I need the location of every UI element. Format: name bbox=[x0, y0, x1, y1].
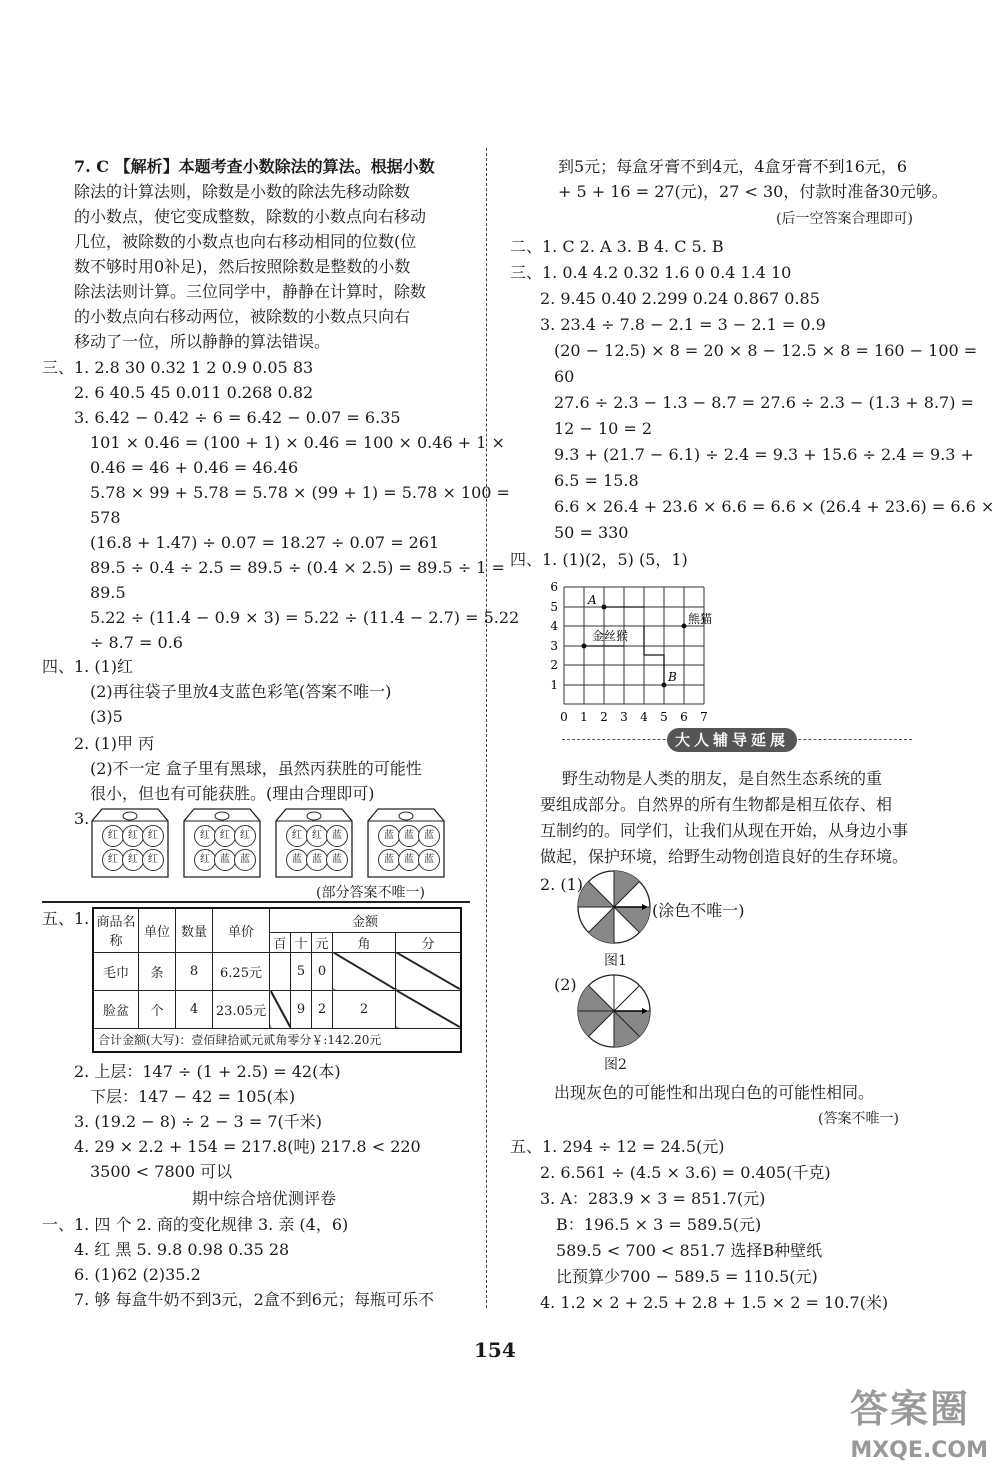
cell: 5 bbox=[291, 952, 312, 990]
s5-label: 五、1. bbox=[42, 909, 90, 928]
cell-slash bbox=[396, 952, 461, 990]
table-total: 合计金额(大写)：壹佰肆拾贰元贰角零分￥:142.20元 bbox=[93, 1028, 461, 1052]
x-tick: 5 bbox=[660, 710, 668, 724]
ext-line: 做起，保护环境，给野生动物创造良好的生存环境。 bbox=[540, 847, 909, 866]
mid-line: 4. 红 黑 5. 9.8 0.98 0.35 28 bbox=[74, 1240, 290, 1259]
r-line: 出现灰色的可能性和出现白色的可能性相同。 bbox=[554, 1083, 875, 1102]
s3-line: 5.78 × 99 + 5.78 = 5.78 × (99 + 1) = 5.78 × 100 = bbox=[90, 483, 510, 502]
note: (部分答案不唯一) bbox=[316, 885, 425, 901]
ball: 红 bbox=[102, 825, 124, 847]
cell-slash bbox=[270, 990, 291, 1028]
s3-line: 5.22 ÷ (11.4 − 0.9 × 3) = 5.22 ÷ (11.4 − 2.7) = 5.22 bbox=[90, 608, 520, 627]
q7-line: 除法的计算法则，除数是小数的除法先移动除数 bbox=[74, 182, 411, 201]
cell-slash bbox=[396, 990, 461, 1028]
s3-line: (16.8 + 1.47) ÷ 0.07 = 18.27 ÷ 0.07 = 261 bbox=[90, 533, 440, 552]
ball: 红 bbox=[142, 849, 164, 871]
s3-line: 0.46 = 46 + 0.46 = 46.46 bbox=[90, 458, 299, 477]
y-tick: 6 bbox=[550, 580, 558, 594]
y-tick: 5 bbox=[550, 600, 558, 614]
cell: 0 bbox=[312, 952, 333, 990]
s4-line: 很小，但也有可能获胜。(理由合理即可) bbox=[90, 784, 375, 803]
mid-line: 一、1. 四 个 2. 商的变化规律 3. 亲 (4，6) bbox=[42, 1215, 349, 1234]
r-line: 6.6 × 26.4 + 23.6 × 6.6 = 6.6 × (26.4 + 23.6) = 6.6 × bbox=[554, 497, 995, 516]
ball: 蓝 bbox=[418, 849, 440, 871]
cell: 8 bbox=[176, 952, 213, 990]
s5-line: 下层：147 − 42 = 105(本) bbox=[90, 1087, 296, 1106]
r-line: 4. 1.2 × 2 + 2.5 + 2.8 + 1.5 × 2 = 10.7(米) bbox=[540, 1293, 889, 1312]
th-amount: 金额 bbox=[270, 908, 462, 932]
s3-line: 3. 6.42 − 0.42 ÷ 6 = 6.42 − 0.07 = 6.35 bbox=[74, 408, 401, 427]
r-line: 四、1. (1)(2，5) (5，1) bbox=[510, 550, 688, 569]
q7-line: 数不够时用0补足)，然后按照除数是整数的小数 bbox=[74, 257, 411, 276]
r4-2b: (2) bbox=[554, 975, 577, 994]
th-fen: 分 bbox=[396, 932, 461, 952]
s3-line: 89.5 ÷ 0.4 ÷ 2.5 = 89.5 ÷ (0.4 × 2.5) = 89.5 ÷ 1 = bbox=[90, 558, 505, 577]
s4-line: 3. bbox=[74, 809, 90, 828]
r-line: 12 − 10 = 2 bbox=[554, 419, 653, 438]
r-line: 2. 6.561 ÷ (4.5 × 3.6) = 0.405(千克) bbox=[540, 1163, 831, 1182]
r-line: 6.5 = 15.8 bbox=[554, 471, 639, 490]
q7-line: 移动了一位，所以静静的算法错误。 bbox=[74, 332, 331, 351]
cell: 6.25元 bbox=[213, 952, 270, 990]
r-line: 60 bbox=[554, 367, 575, 386]
s3-line: ÷ 8.7 = 0.6 bbox=[90, 633, 183, 652]
cell bbox=[270, 952, 291, 990]
ball: 蓝 bbox=[214, 849, 236, 871]
ball: 蓝 bbox=[326, 825, 348, 847]
q7-line: 的小数点，使它变成整数，除数的小数点向右移动 bbox=[74, 207, 427, 226]
s5-line: 2. 上层：147 ÷ (1 + 2.5) = 42(本) bbox=[74, 1062, 341, 1081]
th-price: 单价 bbox=[213, 908, 270, 952]
s4-line: 四、1. (1)红 bbox=[42, 657, 134, 676]
cell: 9 bbox=[291, 990, 312, 1028]
ball: 蓝 bbox=[398, 849, 420, 871]
q7-line: 几位，被除数的小数点也向右移动相同的位数(位 bbox=[74, 232, 417, 251]
x-tick: 2 bbox=[600, 710, 608, 724]
r-line: + 5 + 16 = 27(元)，27 < 30，付款时准备30元够。 bbox=[558, 182, 948, 201]
y-tick: 1 bbox=[550, 678, 558, 692]
r-note: (答案不唯一) bbox=[818, 1111, 899, 1127]
r-line: 二、1. C 2. A 3. B 4. C 5. B bbox=[510, 237, 724, 256]
x-tick: 0 bbox=[560, 710, 568, 724]
y-tick: 3 bbox=[550, 639, 558, 653]
ball-box bbox=[366, 807, 446, 879]
ball: 蓝 bbox=[326, 849, 348, 871]
ball-box bbox=[274, 807, 354, 879]
column-divider bbox=[486, 148, 487, 1308]
mid-line: 6. (1)62 (2)35.2 bbox=[74, 1265, 201, 1284]
x-tick: 3 bbox=[620, 710, 628, 724]
r-line: 3. A：283.9 × 3 = 851.7(元) bbox=[540, 1189, 766, 1208]
th-unit: 单位 bbox=[139, 908, 176, 952]
ext-line: 要组成部分。自然界的所有生物都是相互依存、相 bbox=[540, 795, 893, 814]
point-a bbox=[602, 605, 607, 610]
y-tick: 2 bbox=[550, 658, 558, 672]
r-line: 50 = 330 bbox=[554, 523, 629, 542]
ball: 红 bbox=[122, 825, 144, 847]
cell: 4 bbox=[176, 990, 213, 1028]
label-b: B bbox=[668, 670, 677, 684]
s3-line: 89.5 bbox=[90, 583, 126, 602]
x-tick: 1 bbox=[580, 710, 588, 724]
spinner-fig1 bbox=[576, 869, 656, 949]
ball: 蓝 bbox=[234, 849, 256, 871]
r-line: 比预算少700 − 589.5 = 110.5(元) bbox=[556, 1267, 818, 1286]
cell: 23.05元 bbox=[213, 990, 270, 1028]
r-line: B：196.5 × 3 = 589.5(元) bbox=[556, 1215, 762, 1234]
ext-line: 野生动物是人类的朋友，是自然生态系统的重 bbox=[562, 769, 883, 788]
label-monkey: 金丝猴 bbox=[592, 629, 629, 643]
r-line: 3. 23.4 ÷ 7.8 − 2.1 = 3 − 2.1 = 0.9 bbox=[540, 315, 826, 334]
fig2-caption: 图2 bbox=[604, 1057, 627, 1073]
point-panda bbox=[682, 624, 687, 629]
mid-line: 7. 够 每盒牛奶不到3元，2盒不到6元；每瓶可乐不 bbox=[74, 1290, 434, 1309]
price-table bbox=[92, 907, 462, 1053]
ball: 蓝 bbox=[378, 849, 400, 871]
ball: 红 bbox=[234, 825, 256, 847]
ball-box bbox=[182, 807, 262, 879]
q7-line: 的小数点向右移动两位，被除数的小数点只向右 bbox=[74, 307, 411, 326]
ball: 红 bbox=[286, 825, 308, 847]
ext-line: 互制约的。同学们，让我们从现在开始，从身边小事 bbox=[540, 821, 909, 840]
ball-box bbox=[90, 807, 170, 879]
s4-line: (2)再往袋子里放4支蓝色彩笔(答案不唯一) bbox=[90, 682, 392, 701]
cell: 个 bbox=[139, 990, 176, 1028]
cell: 2 bbox=[333, 990, 396, 1028]
cell: 毛巾 bbox=[93, 952, 139, 990]
s4-line: (2)不一定 盒子里有黑球，虽然丙获胜的可能性 bbox=[90, 759, 422, 778]
r4-2: 2. (1) bbox=[540, 875, 584, 894]
r-line: 到5元；每盒牙膏不到4元，4盒牙膏不到16元，6 bbox=[558, 157, 908, 176]
th-shi: 十 bbox=[291, 932, 312, 952]
label-a: A bbox=[588, 593, 597, 607]
ball: 红 bbox=[194, 849, 216, 871]
page-number: 154 bbox=[474, 1338, 516, 1362]
cell: 2 bbox=[312, 990, 333, 1028]
point-b bbox=[662, 683, 667, 688]
s5-line: 3500 < 7800 可以 bbox=[90, 1162, 233, 1181]
cell-slash bbox=[333, 952, 396, 990]
cell: 条 bbox=[139, 952, 176, 990]
s4-line: 2. (1)甲 丙 bbox=[74, 734, 155, 753]
th-bai: 百 bbox=[270, 932, 291, 952]
ball: 蓝 bbox=[286, 849, 308, 871]
r-line: 589.5 < 700 < 851.7 选择B种壁纸 bbox=[556, 1241, 823, 1260]
ball: 红 bbox=[306, 825, 328, 847]
ball: 红 bbox=[142, 825, 164, 847]
ball: 蓝 bbox=[306, 849, 328, 871]
extension-banner: 大人辅导延展 bbox=[667, 728, 797, 752]
s3-line: 578 bbox=[90, 508, 121, 527]
x-tick: 7 bbox=[700, 710, 708, 724]
th-yuan: 元 bbox=[312, 932, 333, 952]
watermark-logo: 答案圈 bbox=[849, 1387, 970, 1431]
s3-line: 101 × 0.46 = (100 + 1) × 0.46 = 100 × 0.46 + 1 × bbox=[90, 433, 505, 452]
r-line: (20 − 12.5) × 8 = 20 × 8 − 12.5 × 8 = 160 − 100 = bbox=[554, 341, 978, 360]
s5-line: 3. (19.2 − 8) ÷ 2 − 3 = 7(千米) bbox=[74, 1112, 322, 1131]
th-jiao: 角 bbox=[333, 932, 396, 952]
y-tick: 4 bbox=[550, 619, 558, 633]
s4-line: (3)5 bbox=[90, 707, 123, 726]
ball: 红 bbox=[194, 825, 216, 847]
r-line: 五、1. 294 ÷ 12 = 24.5(元) bbox=[510, 1137, 725, 1156]
ball: 红 bbox=[102, 849, 124, 871]
point-monkey bbox=[582, 644, 587, 649]
q7-line: 除法法则计算。三位同学中，静静在计算时，除数 bbox=[74, 282, 427, 301]
ball: 红 bbox=[214, 825, 236, 847]
th-qty: 数量 bbox=[176, 908, 213, 952]
s3-line: 三、1. 2.8 30 0.32 1 2 0.9 0.05 83 bbox=[42, 358, 314, 377]
watermark-url: MXQE.COM bbox=[850, 1438, 988, 1463]
s5-line: 4. 29 × 2.2 + 154 = 217.8(吨) 217.8 < 220 bbox=[74, 1137, 421, 1156]
ball: 蓝 bbox=[418, 825, 440, 847]
ball: 蓝 bbox=[398, 825, 420, 847]
th-name: 商品名称 bbox=[93, 908, 139, 952]
s3-line: 2. 6 40.5 45 0.011 0.268 0.82 bbox=[74, 383, 314, 402]
coordinate-grid bbox=[544, 577, 734, 727]
section-rule bbox=[42, 901, 470, 903]
r-note: (后一空答案合理即可) bbox=[776, 211, 913, 227]
r-line: 9.3 + (21.7 − 6.1) ÷ 2.4 = 9.3 + 15.6 ÷ 2.4 = 9.3 + bbox=[554, 445, 974, 464]
ball: 蓝 bbox=[378, 825, 400, 847]
midterm-title: 期中综合培优测评卷 bbox=[191, 1189, 336, 1208]
cell: 脸盆 bbox=[93, 990, 139, 1028]
q7-line: 7. C 【解析】本题考查小数除法的算法。根据小数 bbox=[74, 157, 435, 176]
r-line: 2. 9.45 0.40 2.299 0.24 0.867 0.85 bbox=[540, 289, 820, 308]
r-line: 27.6 ÷ 2.3 − 1.3 − 8.7 = 27.6 ÷ 2.3 − (1.3 + 8.7) = bbox=[554, 393, 974, 412]
fig-note: (涂色不唯一) bbox=[652, 901, 745, 920]
label-panda: 熊猫 bbox=[688, 612, 713, 626]
x-tick: 6 bbox=[680, 710, 688, 724]
ball: 红 bbox=[122, 849, 144, 871]
x-tick: 4 bbox=[640, 710, 648, 724]
fig1-caption: 图1 bbox=[604, 953, 627, 969]
r-line: 三、1. 0.4 4.2 0.32 1.6 0 0.4 1.4 10 bbox=[510, 263, 792, 282]
spinner-fig2 bbox=[576, 973, 656, 1053]
